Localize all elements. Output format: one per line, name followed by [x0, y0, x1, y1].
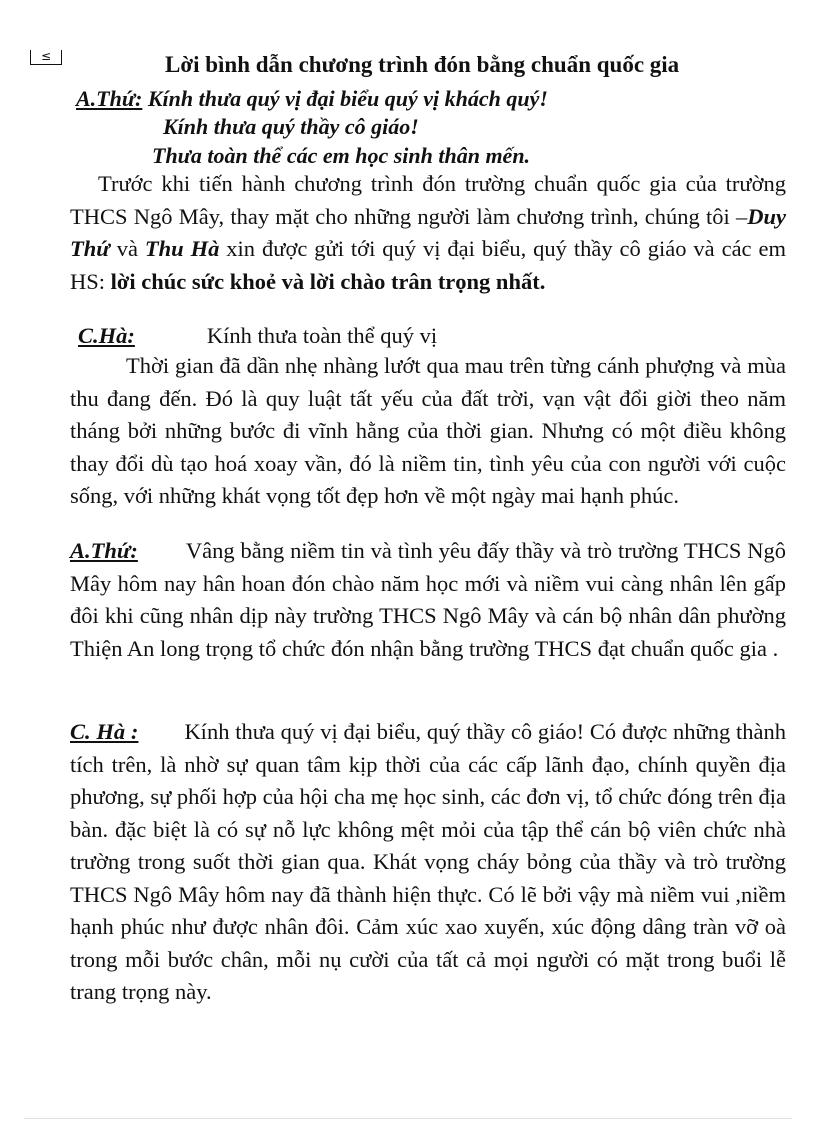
intro-text: và: [109, 236, 145, 261]
page-divider: [24, 1118, 792, 1119]
greeting-line-2: Kính thưa quý thầy cô giáo!: [163, 114, 419, 139]
intro-text: Trước khi tiến hành chương trình đón trường chuẩn quốc gia của trường THCS Ngô Mây, thay mặt cho những người làm chương trình, chúng tôi –: [70, 171, 786, 229]
speaker-label: A.Thứ:: [76, 86, 143, 111]
greeting-line-3: Thưa toàn thể các em học sinh thân mến.: [152, 143, 531, 168]
section-opening: Kính thưa toàn thể quý vị: [206, 323, 438, 348]
section-body: Vâng bằng niềm tin và tình yêu đấy thầy và trò trường THCS Ngô Mây hôm nay hân hoan đón chào năm học mới và niềm vui càng nhân lên gấp đôi khi cũng nhân dịp này trường THCS Ngô Mây và cán bộ nhân dân phường Thiện An long trọng tổ chức đón nhận bằng trường THCS đạt chuẩn quốc gia .: [70, 538, 786, 661]
greeting-text: Kính thưa quý vị đại biểu quý vị khách quý!: [147, 86, 548, 111]
section-paragraph: [70, 716, 786, 1009]
section-body: Thời gian đã dần nhẹ nhàng lướt qua mau trên từng cánh phượng và mùa thu đang đến. Đó là quy luật tất yếu của đất trời, vạn vật đổi giời theo năm tháng bởi những bước đi vĩnh hằng của thời gian. Nhưng có một điều không thay đổi dù tạo hoá xoay vần, đó là niềm tin, tình yêu của con người với cuộc sống, với những khát vọng tốt đẹp hơn về một ngày mai hạnh phúc.: [70, 353, 786, 508]
speaker-label: C.Hà:: [78, 323, 135, 348]
mc-name: Thu Hà: [144, 236, 220, 261]
section-header: [78, 320, 794, 353]
section-body: Kính thưa quý vị đại biểu, quý thầy cô giáo! Có được những thành tích trên, là nhờ sự quan tâm kịp thời của các cấp lãnh đạo, chính quyền địa phương, sự phối hợp của hội cha mẹ học sinh, các đơn vị, tổ chức đóng trên địa bàn. đặc biệt là có sự nỗ lực không mệt mỏi của tập thể cán bộ viên chức nhà trường trong suốt thời gian qua. Khát vọng cháy bỏng của thầy và trò trường THCS Ngô Mây hôm nay đã thành hiện thực. Có lẽ bởi vậy mà niềm vui ,niềm hạnh phúc như được nhân đôi. Cảm xúc xao xuyến, xúc động dâng tràn vỡ oà trong mỗi bước chân, mỗi nụ cười của tất cả mọi người có mặt trong buổi lễ trang trọng này.: [70, 719, 786, 1004]
header-mark-icon: ≤: [30, 50, 62, 65]
mc-name: Duy Thứ: [70, 203, 786, 261]
speaker-label: A.Thứ:: [70, 538, 138, 563]
intro-text: xin được gửi tới quý vị đại biểu, quý thầy cô giáo và các em HS:: [70, 236, 786, 294]
intro-paragraph: [70, 168, 786, 298]
speaker-label: C. Hà :: [70, 719, 139, 744]
document-title: Lời bình dẫn chương trình đón bằng chuẩn quốc gia: [165, 52, 680, 77]
intro-closing: lời chúc sức khoẻ và lời chào trân trọng nhất.: [110, 268, 546, 294]
section-paragraph: [70, 535, 786, 665]
greeting-line-1: [76, 84, 548, 114]
